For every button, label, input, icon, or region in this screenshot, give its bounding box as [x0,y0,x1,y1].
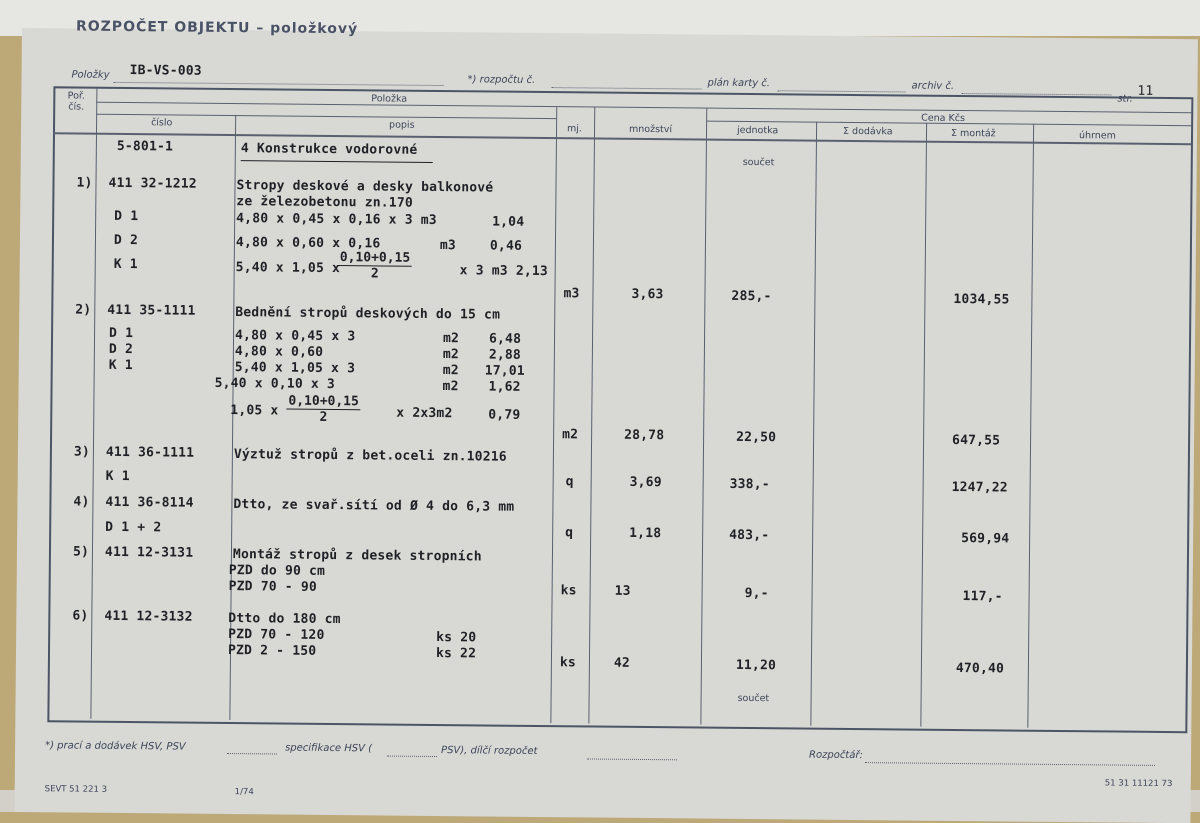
line-unit: m3 [439,238,457,254]
str-label: str. [1117,93,1133,105]
budget-item-5: 5) 411 12-3131 Montáž stropů z desek stropních PZD do 90 cm PZD 70 - 90 ks 13 9,- 117,- [72,544,1003,605]
budget-item-1: 1) 411 32-1212 Stropy deskové a desky balkonové ze železobetonu zn.170 D 1 4,80 x 0,45 x 0,16 x 3 m3 1,04 D 2 4,80 x 0,60 x 0,16 m3 0,46 K 1 5,40 x 1,05 x $\frac{0,10+0,15}{2}$ x 3 m3 2,13 m3 3,63 285,- 1034,55 [76,175,1010,308]
footer-note: *) prací a dodávek HSV, PSV [45,740,186,753]
line-value: 17,01 [484,363,525,379]
line-value: 6,48 [488,331,522,347]
item-description: Dtto, ze svař.sítí od Ø 4 do 6,3 mm [233,497,515,515]
item-description: Stropy deskové a desky balkonové [236,178,494,196]
header-polozka: Položka [371,93,408,105]
line-calc: 5,40 x 1,05 x 3 [234,360,356,377]
archiv-label: archiv č. [911,80,955,92]
item-unit-price: 483,- [729,527,770,544]
item-quantity: 28,78 [624,427,665,444]
item-quantity: 3,63 [631,286,664,303]
item-description: ks 20 [436,630,477,646]
rozpoctu-label: *) rozpočtu č. [467,74,536,86]
budget-item-6: 6) 411 12-3132 Dtto do 180 cm PZD 70 - 120 ks 20 PZD 2 - 150 ks 22 ks 42 11,20 470,40 [72,608,1005,677]
line-unit: m2 [442,379,459,395]
line-value: 0,79 [488,407,521,423]
header-mj: mj. [567,123,583,135]
item-mj: m3 [563,286,580,302]
plan-karty-label: plán karty č. [707,77,771,90]
item-quantity: 3,69 [629,474,662,491]
item-unit-price: 285,- [731,288,772,305]
polozky-label: Položky [71,69,110,81]
fraction: $\frac{0,10+0,15}{2}$ [286,395,361,426]
item-mj: ks [559,655,577,671]
item-unit-price: 338,- [729,476,770,493]
item-code: 411 36-1111 [105,444,195,461]
line-calc: 1,05 x [230,403,279,419]
item-description: PZD 2 - 150 [227,643,317,659]
footer-rozpoctar: Rozpočtář: [809,749,863,762]
line-unit: m2 [442,347,460,363]
line-label: D 2 [108,341,134,358]
str-value: 11 [1137,83,1154,99]
footer-psv: PSV), dílčí rozpočet [441,745,538,757]
item-description: ze železobetonu zn.170 [236,194,414,211]
footer-code: 51 31 11121 73 [1104,778,1173,790]
item-description: PZD 70 - 120 [228,627,325,643]
item-mj: m2 [562,427,579,443]
item-description: ks 22 [435,646,477,662]
line-value: 1,62 [488,379,521,395]
item-code: 411 32-1212 [108,175,197,192]
item-unit-price: 22,50 [736,429,777,446]
line-unit: m2 [442,331,460,347]
header-popis: popis [389,119,415,131]
budget-sheet [14,18,1197,823]
polozky-value: IB-VS-003 [129,63,202,79]
item-quantity: 13 [614,583,631,599]
header-dodavka: Σ dodávka [842,125,893,138]
line-calc: x 3 m3 2,13 [459,263,549,280]
line-label: K 1 [113,256,138,273]
item-montaz: 470,40 [955,660,1005,677]
line-calc: 4,80 x 0,45 x 3 [234,328,356,345]
budget-item-2: 2) 411 35-1111 Bednění stropů deskových do 15 cm D 1 4,80 x 0,45 x 3 m2 6,48 D 2 4,80 x 0,60 m2 2,88 K 1 5,40 x 1,05 x 3 m2 17,01 5,40 x 0,10 x 3 m2 1,62 1,05 x $\frac{0,10+0,15}{2}$ x 2x3m2 0,79 m2 28,78 22,50 647,55 [75,302,1001,449]
header-uhrnem: úhrnem [1078,130,1116,142]
item-montaz: 569,94 [961,531,1010,547]
form-title: ROZPOČET OBJEKTU – položkový [75,18,359,38]
item-mj: ks [560,583,577,599]
line-value: 0,46 [489,238,523,254]
line-label: K 1 [105,468,130,485]
budget-item-4: 4) 411 36-8114 Dtto, ze svař.sítí od Ø 4 do 6,3 mm D 1 + 2 q 1,18 483,- 569,94 [73,494,1010,547]
header-montaz: Σ montáž [950,127,996,140]
line-label: D 1 [109,325,134,342]
line-label: D 2 [113,232,139,249]
item-description: PZD do 90 cm [228,563,326,579]
item-code: 411 12-3131 [104,544,194,561]
item-code: 411 35-1111 [107,302,196,319]
fraction: $\frac{0,10+0,15}{2}$ [338,251,413,282]
footer-sevt: SEVT 51 221 3 [44,784,108,795]
item-mj: q [565,474,574,490]
line-label: D 1 [114,208,139,225]
item-description: Bednění stropů deskových do 15 cm [235,305,501,323]
line-calc: 4,80 x 0,60 [234,344,324,360]
item-montaz: 1034,55 [953,291,1010,308]
line-value: 1,04 [492,214,525,230]
header-jednotka: jednotka [736,124,779,137]
item-montaz: 1247,22 [951,479,1008,496]
footer-date: 1/74 [234,787,254,798]
line-unit: m2 [442,363,459,379]
item-quantity: 42 [613,655,631,671]
line-value: 2,88 [488,347,522,363]
soucet-label-bottom: součet [737,692,770,705]
item-quantity: 1,18 [629,525,662,542]
item-description: Výztuž stropů z bet.oceli zn.10216 [233,447,507,465]
item-code: 411 12-3132 [104,608,193,625]
line-calc: 4,80 x 0,45 x 0,16 x 3 m3 [236,211,437,228]
item-mj: q [565,525,574,541]
item-unit-price: 9,- [744,585,769,602]
line-calc: 5,40 x 0,10 x 3 [214,375,336,393]
item-montaz: 117,- [962,589,1003,605]
soucet-label-top: součet [742,156,775,169]
item-description: PZD 70 - 90 [228,579,318,595]
line-label: K 1 [108,357,133,374]
line-calc: x 2x3m2 [396,405,453,422]
line-calc: 4,80 x 0,60 x 0,16 [235,235,381,252]
section-title: 4 Konstrukce vodorovné [240,141,418,158]
item-montaz: 647,55 [952,432,1001,449]
budget-item-3: 3) 411 36-1111 Výztuž stropů z bet.oceli zn.10216 K 1 q 3,69 338,- 1247,22 [73,444,1008,496]
line-label: D 1 + 2 [105,519,162,536]
item-code: 411 36-8114 [105,494,194,511]
item-unit-price: 11,20 [735,657,777,674]
item-description: Dtto do 180 cm [228,611,341,628]
header-cena-kcs: Cena Kčs [921,112,965,125]
footer-spec: specifikace HSV ( [285,742,373,755]
header-por-cis: Poř. čís. [67,90,86,113]
line-calc: 5,40 x 1,05 x [235,260,341,277]
header-cislo: číslo [151,117,173,129]
item-description: Montáž stropů z desek stropních [232,547,482,565]
section-code: 5-801-1 [116,138,174,155]
header-mnozstvi: množství [629,123,673,136]
